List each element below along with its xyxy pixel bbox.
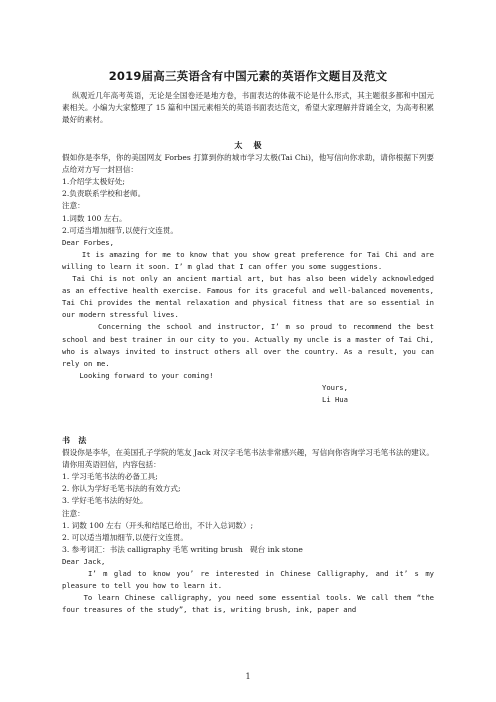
intro-text: 纵观近几年高考英语，无论是全国卷还是地方卷，书面表达的体裁不论是什么形式，其主题很多都和中国元素相关。小编为大家整理了 15 篇和中国元素相关的英语书面表达范文，希望大家理解并背诵全文，为高考积累最好的素材。	[62, 91, 434, 125]
letter-signature: Li Hua	[322, 394, 348, 404]
prompt-text: 假如你是李华，你的美国网友 Forbes 打算到你的城市学习太极(Tai Chi)，他写信向你求助，请你根据下列要点给对方写一封回信：	[62, 153, 434, 175]
section-heading: 书 法	[62, 436, 87, 445]
letter-paragraph: To learn Chinese calligraphy, you need some essential tools. We call them “the four treasures of the study”, that is, writing brush, ink, paper and	[62, 593, 439, 615]
intro-paragraph	[62, 90, 434, 126]
letter-salutation: Dear Forbes,	[62, 237, 114, 247]
note-item: 2. 可以适当增加细节,以使行文连贯。	[62, 532, 188, 542]
note-item: 2.可适当增加细节,以使行文连贯。	[62, 225, 178, 235]
prompt-point: 3. 学好毛笔书法的好处。	[62, 496, 148, 506]
section-calligraphy	[62, 435, 439, 616]
notes-label: 注意：	[62, 508, 85, 518]
prompt-point: 1.介绍学太极好处;	[62, 177, 125, 187]
letter-paragraph: I’ m glad to know you’ re interested in Chinese Calligraphy, and it’ s my pleasure to tell you how to learn it.	[62, 569, 439, 591]
note-item: 3. 参考词汇：书法 calligraphy 毛笔 writing brush 砚台 ink stone	[62, 544, 303, 554]
prompt-text: 假设你是李华，在美国孔子学院的笔友 Jack 对汉字毛笔书法非常感兴趣，写信向你咨询学习毛笔书法的建议。请你用英语回信，内容包括：	[62, 448, 434, 470]
prompt-point: 2.负责联系学校和老师。	[62, 189, 146, 199]
letter-sign-off: Yours,	[322, 382, 348, 392]
letter-paragraph: It is amazing for me to know that you show great preference for Tai Chi and are willing to learn it soon. I’ m glad that I can offer you some suggestions.	[62, 249, 439, 271]
note-item: 1.词数 100 左右。	[62, 213, 127, 223]
letter-salutation: Dear Jack,	[62, 556, 106, 566]
letter-paragraph: Concerning the school and instructor, I’ m so proud to recommend the best school and best trainer in our city to you. Actually my uncle is a master of Tai Chi, who is always invited to instruct others all over the country. As a result, you can rely on me.	[62, 322, 439, 368]
note-item: 1. 词数 100 左右（开头和结尾已给出，不计入总词数）;	[62, 520, 254, 530]
page-number: 1	[245, 672, 251, 681]
prompt-point: 2. 你认为学好毛笔书法的有效方式;	[62, 484, 181, 494]
document-title: 2019届高三英语含有中国元素的英语作文题目及范文	[108, 69, 388, 83]
section-tai-chi	[62, 140, 439, 406]
notes-label: 注意：	[62, 201, 85, 211]
section-heading: 太 极	[234, 141, 262, 150]
letter-closing: Looking forward to your coming!	[62, 370, 214, 380]
letter-paragraph: Tai Chi is not only an ancient martial art, but has also been widely acknowledged as an effective health exercise. Famous for its graceful and well-balanced movements, Tai Chi provides the mental relaxation and physical fitness that are so essential in our modern stressful lives.	[62, 274, 439, 320]
prompt-point: 1. 学习毛笔书法的必备工具;	[62, 472, 158, 482]
